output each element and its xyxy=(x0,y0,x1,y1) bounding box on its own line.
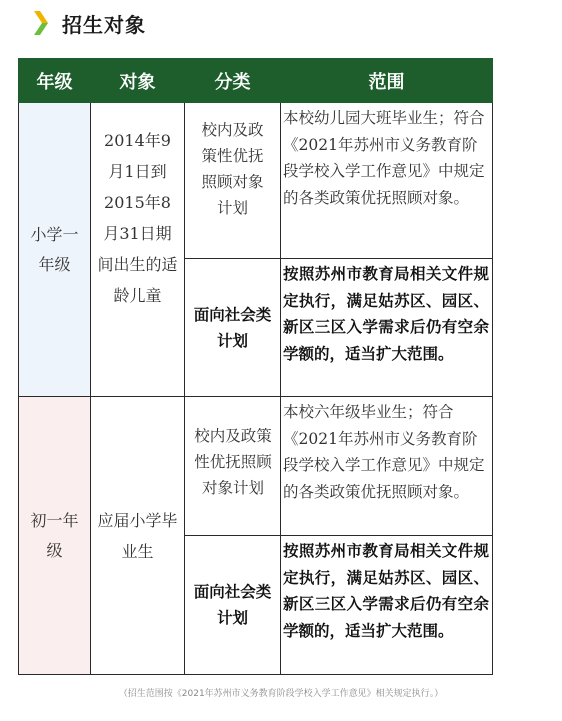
category-cell xyxy=(185,103,281,259)
target-label: 2014年9月1日到 2015年8月31日期间出生的适龄儿童 xyxy=(97,131,178,305)
grade-label: 初一年级 xyxy=(30,510,79,560)
header-grade: 年级 xyxy=(19,59,91,103)
category-label: 面向社会类计划 xyxy=(193,583,272,627)
category-cell xyxy=(185,259,281,397)
header-scope: 范围 xyxy=(281,59,493,103)
chevron-right-icon xyxy=(32,10,50,36)
header-target: 对象 xyxy=(91,59,185,103)
category-label: 面向社会类计划 xyxy=(193,305,272,350)
grade-cell-primary xyxy=(19,103,91,397)
admission-table xyxy=(18,58,493,675)
category-label: 校内及政策性优抚照顾对象计划 xyxy=(194,427,272,497)
section-title: 招生对象 xyxy=(62,12,146,37)
footnote: （招生范围按《2021年苏州市义务教育阶段学校入学工作意见》相关规定执行。） xyxy=(118,689,444,699)
category-cell xyxy=(185,397,281,536)
scope-cell: 本校幼儿园大班毕业生；符合《2021年苏州市义务教育阶段学校入学工作意见》中规定的各类政策优抚照顾对象。 xyxy=(281,103,493,259)
grade-cell-junior xyxy=(19,397,91,675)
target-cell-primary xyxy=(91,103,185,397)
section-heading xyxy=(32,8,146,38)
table-row xyxy=(19,103,493,259)
scope-cell: 本校六年级毕业生；符合《2021年苏州市义务教育阶段学校入学工作意见》中规定的各类政策优抚照顾对象。 xyxy=(281,397,493,536)
table-row xyxy=(19,397,493,536)
table-header-row xyxy=(19,59,493,103)
target-cell-junior xyxy=(91,397,185,675)
scope-cell: 按照苏州市教育局相关文件规定执行，满足姑苏区、园区、新区三区入学需求后仍有空余学额的，适当扩大范围。 xyxy=(281,536,493,675)
scope-cell: 按照苏州市教育局相关文件规定执行，满足姑苏区、园区、新区三区入学需求后仍有空余学额的，适当扩大范围。 xyxy=(281,259,493,397)
category-cell xyxy=(185,536,281,675)
header-category: 分类 xyxy=(185,59,281,103)
category-label: 校内及政策性优抚照顾对象计划 xyxy=(201,121,264,217)
target-label: 应届小学毕业生 xyxy=(97,510,178,561)
grade-label: 小学一年级 xyxy=(30,224,79,274)
